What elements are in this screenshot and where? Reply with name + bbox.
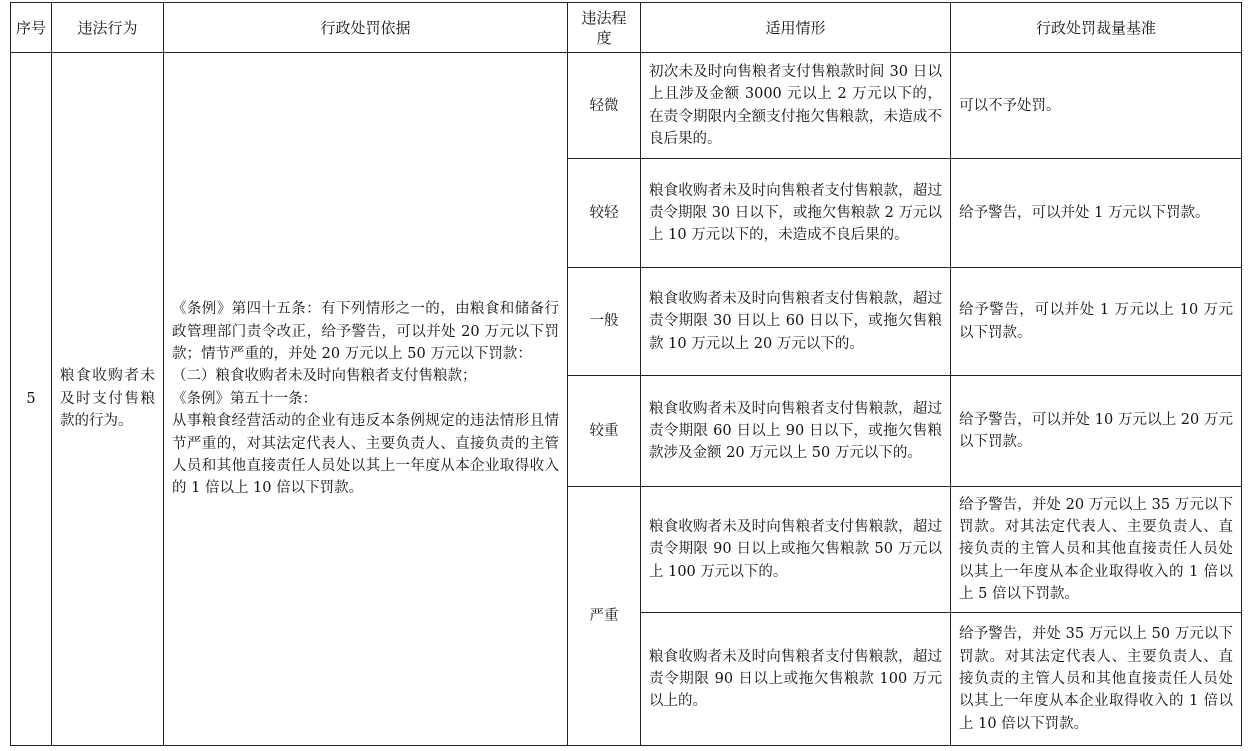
circumstance-cell: 初次未及时向售粮者支付售粮款时间 30 日以上且涉及金额 3000 元以上 2 万元以下的，在责令期限内全额支付拖欠售粮款，未造成不良后果的。 [641,53,951,159]
table-header-row [11,3,1242,53]
degree-cell: 轻微 [568,53,641,159]
standard-cell: 给予警告，并处 20 万元以上 35 万元以下罚款。对其法定代表人、主要负责人、直接负责的主管人员和其他直接责任人员处以其上一年度从本企业取得收入的 1 倍以上 5 倍以下罚款。 [951,486,1242,613]
basis-line: 从事粮食经营活动的企业有违反本条例规定的违法情形且情节严重的，对其法定代表人、主要负责人、直接负责的主管人员和其他直接责任人员处以其上一年度从本企业取得收入的 1 倍以上 10 倍以下罚款。 [172,413,559,497]
header-basis: 行政处罚依据 [164,3,568,53]
standard-cell: 给予警告，可以并处 1 万元以上 10 万元以下罚款。 [951,267,1242,375]
standard-cell: 给予警告，可以并处 10 万元以上 20 万元以下罚款。 [951,376,1242,486]
header-violation: 违法行为 [52,3,164,53]
row-index: 5 [11,53,52,746]
degree-cell: 严重 [568,486,641,745]
degree-cell: 较轻 [568,159,641,267]
circumstance-cell: 粮食收购者未及时向售粮者支付售粮款，超过责令期限 30 日以下，或拖欠售粮款 2 万元以上 10 万元以下的，未造成不良后果的。 [641,159,951,267]
circumstance-cell: 粮食收购者未及时向售粮者支付售粮款，超过责令期限 90 日以上或拖欠售粮款 100 万元以上的。 [641,613,951,746]
violation-cell: 粮食收购者未及时支付售粮款的行为。 [52,53,164,746]
degree-cell: 较重 [568,376,641,486]
degree-cell: 一般 [568,267,641,375]
legal-basis-cell [164,53,568,746]
header-degree: 违法程度 [568,3,641,53]
header-standard: 行政处罚裁量基准 [951,3,1242,53]
table-row [11,53,1242,159]
penalty-standard-table [10,2,1242,746]
standard-cell: 给予警告，可以并处 1 万元以下罚款。 [951,159,1242,267]
circumstance-cell: 粮食收购者未及时向售粮者支付售粮款，超过责令期限 90 日以上或拖欠售粮款 50 万元以上 100 万元以下的。 [641,486,951,613]
header-index: 序号 [11,3,52,53]
basis-line: 《条例》第五十一条： [172,390,317,407]
circumstance-cell: 粮食收购者未及时向售粮者支付售粮款，超过责令期限 60 日以上 90 日以下，或拖欠售粮款涉及金额 20 万元以上 50 万元以下的。 [641,376,951,486]
circumstance-cell: 粮食收购者未及时向售粮者支付售粮款，超过责令期限 30 日以上 60 日以下，或拖欠售粮款 10 万元以上 20 万元以下的。 [641,267,951,375]
standard-cell: 可以不予处罚。 [951,53,1242,159]
basis-line: （二）粮食收购者未及时向售粮者支付售粮款； [172,368,477,385]
header-circumstance: 适用情形 [641,3,951,53]
basis-line: 《条例》第四十五条：有下列情形之一的，由粮食和储备行政管理部门责令改正，给予警告，可以并处 20 万元以下罚款；情节严重的，并处 20 万元以上 50 万元以下罚款： [172,301,559,362]
standard-cell: 给予警告，并处 35 万元以上 50 万元以下罚款。对其法定代表人、主要负责人、直接负责的主管人员和其他直接责任人员处以其上一年度从本企业取得收入的 1 倍以上 10 倍以下罚款。 [951,613,1242,746]
